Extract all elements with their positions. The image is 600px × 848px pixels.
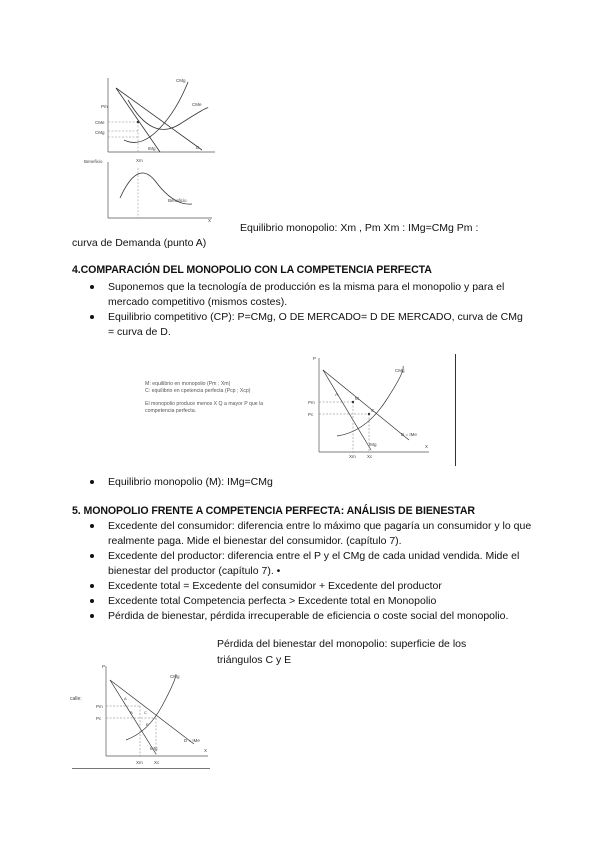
figure2-note <box>145 381 305 415</box>
monopoly-vs-competition-graph <box>305 352 435 462</box>
demand-curve <box>110 680 194 744</box>
section5-bullet-1: Excedente del consumidor: diferencia entre lo máximo que pagaría un consumidor y lo que realmente paga. Mide el bienestar del consumidor. (capítulo 7). <box>88 519 532 549</box>
figure3-bottom-rule <box>72 768 210 769</box>
a-label: A <box>335 392 339 397</box>
cme-tick-label: CMe <box>95 120 105 125</box>
pm-tick-label: Pm <box>308 400 315 405</box>
figure2-note-line2: C: equilibrio en cpetencia perfecta (Pcp ; Xcp) <box>145 388 251 394</box>
section4-bullet-list <box>88 280 528 340</box>
section5-bullet-list <box>88 519 532 624</box>
beneficio-axis-label: Beneficio <box>84 159 103 164</box>
section5-caption-line2: triángulos C y E <box>217 654 292 666</box>
xm-tick-label: Xm <box>136 760 143 765</box>
c-label: C <box>144 710 147 715</box>
section4-bullet-1: Suponemos que la tecnología de producción es la misma para el monopolio y para el mercado competitivo (mismos costes). <box>88 280 528 310</box>
point-a <box>137 121 139 123</box>
x-axis-label: X <box>208 218 212 223</box>
x-axis-label: X <box>204 748 208 753</box>
xc-tick-label: Xc <box>367 454 373 459</box>
section5-bullet-4: Excedente total Competencia perfecta > Excedente total en Monopolio <box>88 594 532 609</box>
marginal-cost-curve <box>337 366 403 436</box>
xc-tick-label: Xc <box>154 760 160 765</box>
figure1-caption-line1: Equilibrio monopolio: Xm , Pm Xm : IMg=CMg Pm : <box>240 222 479 234</box>
pm-tick-label: Pm <box>101 104 108 109</box>
demand-curve <box>116 88 202 150</box>
p-axis-label: P <box>102 664 106 669</box>
d-label: D <box>196 145 200 150</box>
section5-caption-line1: Pérdida del bienestar del monopolio: superficie de los <box>217 638 467 650</box>
e-label: E <box>146 722 149 727</box>
pc-tick-label: Pc <box>96 716 102 721</box>
a-label: A <box>124 696 127 701</box>
cme-label: CMe <box>192 102 202 107</box>
figure2-note-line3: El monopolio produce menos X Q a mayor P que la <box>145 401 264 407</box>
left-margin-label: calle: <box>70 696 82 702</box>
d-label: D = IMe <box>184 738 200 743</box>
demand-curve <box>323 370 409 440</box>
cmg-tick-label: CMg <box>95 130 105 135</box>
xm-tick-label: Xm <box>349 454 356 459</box>
marginal-revenue-curve <box>323 370 371 450</box>
pc-tick-label: Pc <box>308 412 314 417</box>
section4-heading: 4.COMPARACIÓN DEL MONOPOLIO CON LA COMPETENCIA PERFECTA <box>72 264 432 276</box>
figure2-note-line4: competencia perfecta. <box>145 408 197 414</box>
vertical-divider <box>455 354 456 466</box>
section4-bullet-2: Equilibrio competitivo (CP): P=CMg, O DE MERCADO= D DE MERCADO, curva de CMg = curva de D. <box>88 310 528 340</box>
cmg-label: CMg <box>170 674 180 679</box>
figure1-caption-line2: curva de Demanda (punto A) <box>72 237 207 249</box>
monopoly-equilibrium-graph <box>80 70 220 228</box>
marginal-revenue-curve <box>110 680 156 754</box>
welfare-loss-graph <box>68 660 218 770</box>
xm-tick-label: Xm <box>136 158 143 163</box>
point-m <box>352 401 354 403</box>
section5-bullet-2: Excedente del productor: diferencia entre el P y el CMg de cada unidad vendida. Mide el bienestar del productor (capítulo 7). • <box>88 549 532 579</box>
point-c <box>368 413 370 415</box>
b-label: B <box>130 710 133 715</box>
figure2-note-line1: M: equilibrio en monopolio (Pm ; Xm) <box>145 381 231 387</box>
d-label: D = IMe <box>401 432 417 437</box>
figure2-bullet-list <box>88 475 528 490</box>
marginal-cost-curve <box>126 674 176 740</box>
pm-tick-label: Pm <box>96 704 103 709</box>
img-label: IMg <box>369 442 377 447</box>
monopoly-equilibrium-bullet: Equilibrio monopolio (M): IMg=CMg <box>88 475 528 490</box>
p-axis-label: P <box>313 356 317 361</box>
cmg-label: CMg <box>395 368 405 373</box>
cmg-label: CMg <box>176 78 186 83</box>
img-label: IMg <box>150 746 158 751</box>
beneficio-curve-label: Beneficio <box>168 198 187 203</box>
img-label: IMg <box>148 146 156 151</box>
m-label: M <box>355 396 359 401</box>
section5-bullet-5: Pérdida de bienestar, pérdida irrecuperable de eficiencia o coste social del monopolio. <box>88 609 532 624</box>
x-axis-label: X <box>425 444 429 449</box>
c-label: C <box>371 408 375 413</box>
section5-bullet-3: Excedente total = Excedente del consumidor + Excedente del productor <box>88 579 532 594</box>
section5-heading: 5. MONOPOLIO FRENTE A COMPETENCIA PERFECTA: ANÁLISIS DE BIENESTAR <box>72 505 475 517</box>
